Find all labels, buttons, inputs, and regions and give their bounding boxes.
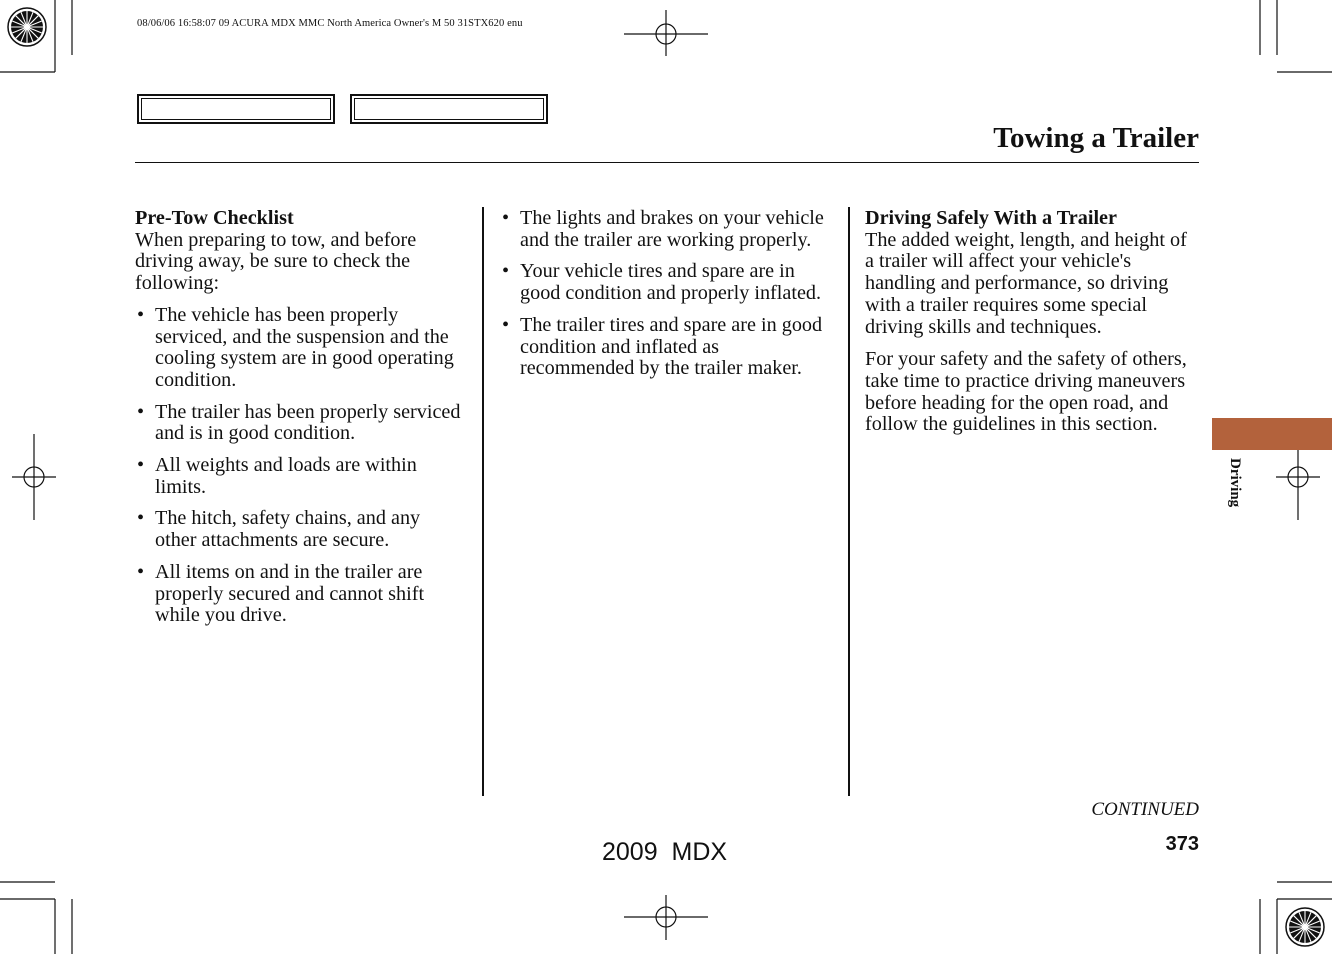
bullet-icon: • xyxy=(137,400,145,423)
paragraph: For your safety and the safety of others, take time to practice driving maneuvers before heading for the open road, and follow the guidelines in this section. xyxy=(865,348,1187,436)
column-right xyxy=(865,208,1195,447)
paragraph: The added weight, length, and height of a trailer will affect your vehicle's handling and performance, so driving with a trailer requires some special driving skills and techniques. xyxy=(865,228,1187,338)
list-item: • The hitch, safety chains, and any other attachments are secure. xyxy=(137,507,421,552)
bullet-icon: • xyxy=(137,560,145,583)
section-heading-driving-safely: Driving Safely With a Trailer xyxy=(865,207,1117,229)
title-divider xyxy=(135,162,1199,163)
bullet-icon: • xyxy=(137,507,145,530)
page-number: 373 xyxy=(1165,833,1199,855)
intro-text: When preparing to tow, and before driving away, be sure to check the following: xyxy=(135,228,417,295)
list-item: • All items on and in the trailer are properly secured and cannot shift while you drive. xyxy=(137,560,425,627)
nav-box-2[interactable] xyxy=(350,94,548,124)
model-label: 2009 MDX xyxy=(602,838,728,866)
bullet-icon: • xyxy=(502,313,510,336)
continued-label: CONTINUED xyxy=(1091,799,1199,820)
section-heading-pre-tow: Pre-Tow Checklist xyxy=(135,207,294,229)
checklist-left xyxy=(135,305,465,627)
section-tab-label: Driving xyxy=(1227,458,1243,508)
bullet-icon: • xyxy=(137,454,145,477)
bullet-icon: • xyxy=(502,260,510,283)
column-divider-2 xyxy=(848,207,850,796)
bullet-icon: • xyxy=(502,207,510,229)
list-item: • Your vehicle tires and spare are in good condition and properly inflated. xyxy=(502,260,822,305)
column-middle xyxy=(500,208,835,390)
column-divider-1 xyxy=(482,207,484,796)
column-left xyxy=(135,208,465,637)
list-item: • The trailer has been properly serviced and is in good condition. xyxy=(137,400,461,445)
list-item: • All weights and loads are within limits. xyxy=(137,454,417,498)
print-header-meta: 08/06/06 16:58:07 09 ACURA MDX MMC North America Owner's M 50 31STX620 enu xyxy=(137,18,523,29)
bullet-icon: • xyxy=(137,303,145,326)
section-tab[interactable] xyxy=(1212,418,1332,450)
list-item: • The vehicle has been properly serviced, and the suspension and the cooling system are in good operating condition. xyxy=(137,303,454,391)
list-item: • The trailer tires and spare are in good condition and inflated as recommended by the trailer maker. xyxy=(502,313,823,380)
nav-box-1[interactable] xyxy=(137,94,335,124)
page-title: Towing a Trailer xyxy=(993,122,1199,154)
list-item: • The lights and brakes on your vehicle and the trailer are working properly. xyxy=(502,207,824,251)
checklist-middle xyxy=(500,208,835,380)
